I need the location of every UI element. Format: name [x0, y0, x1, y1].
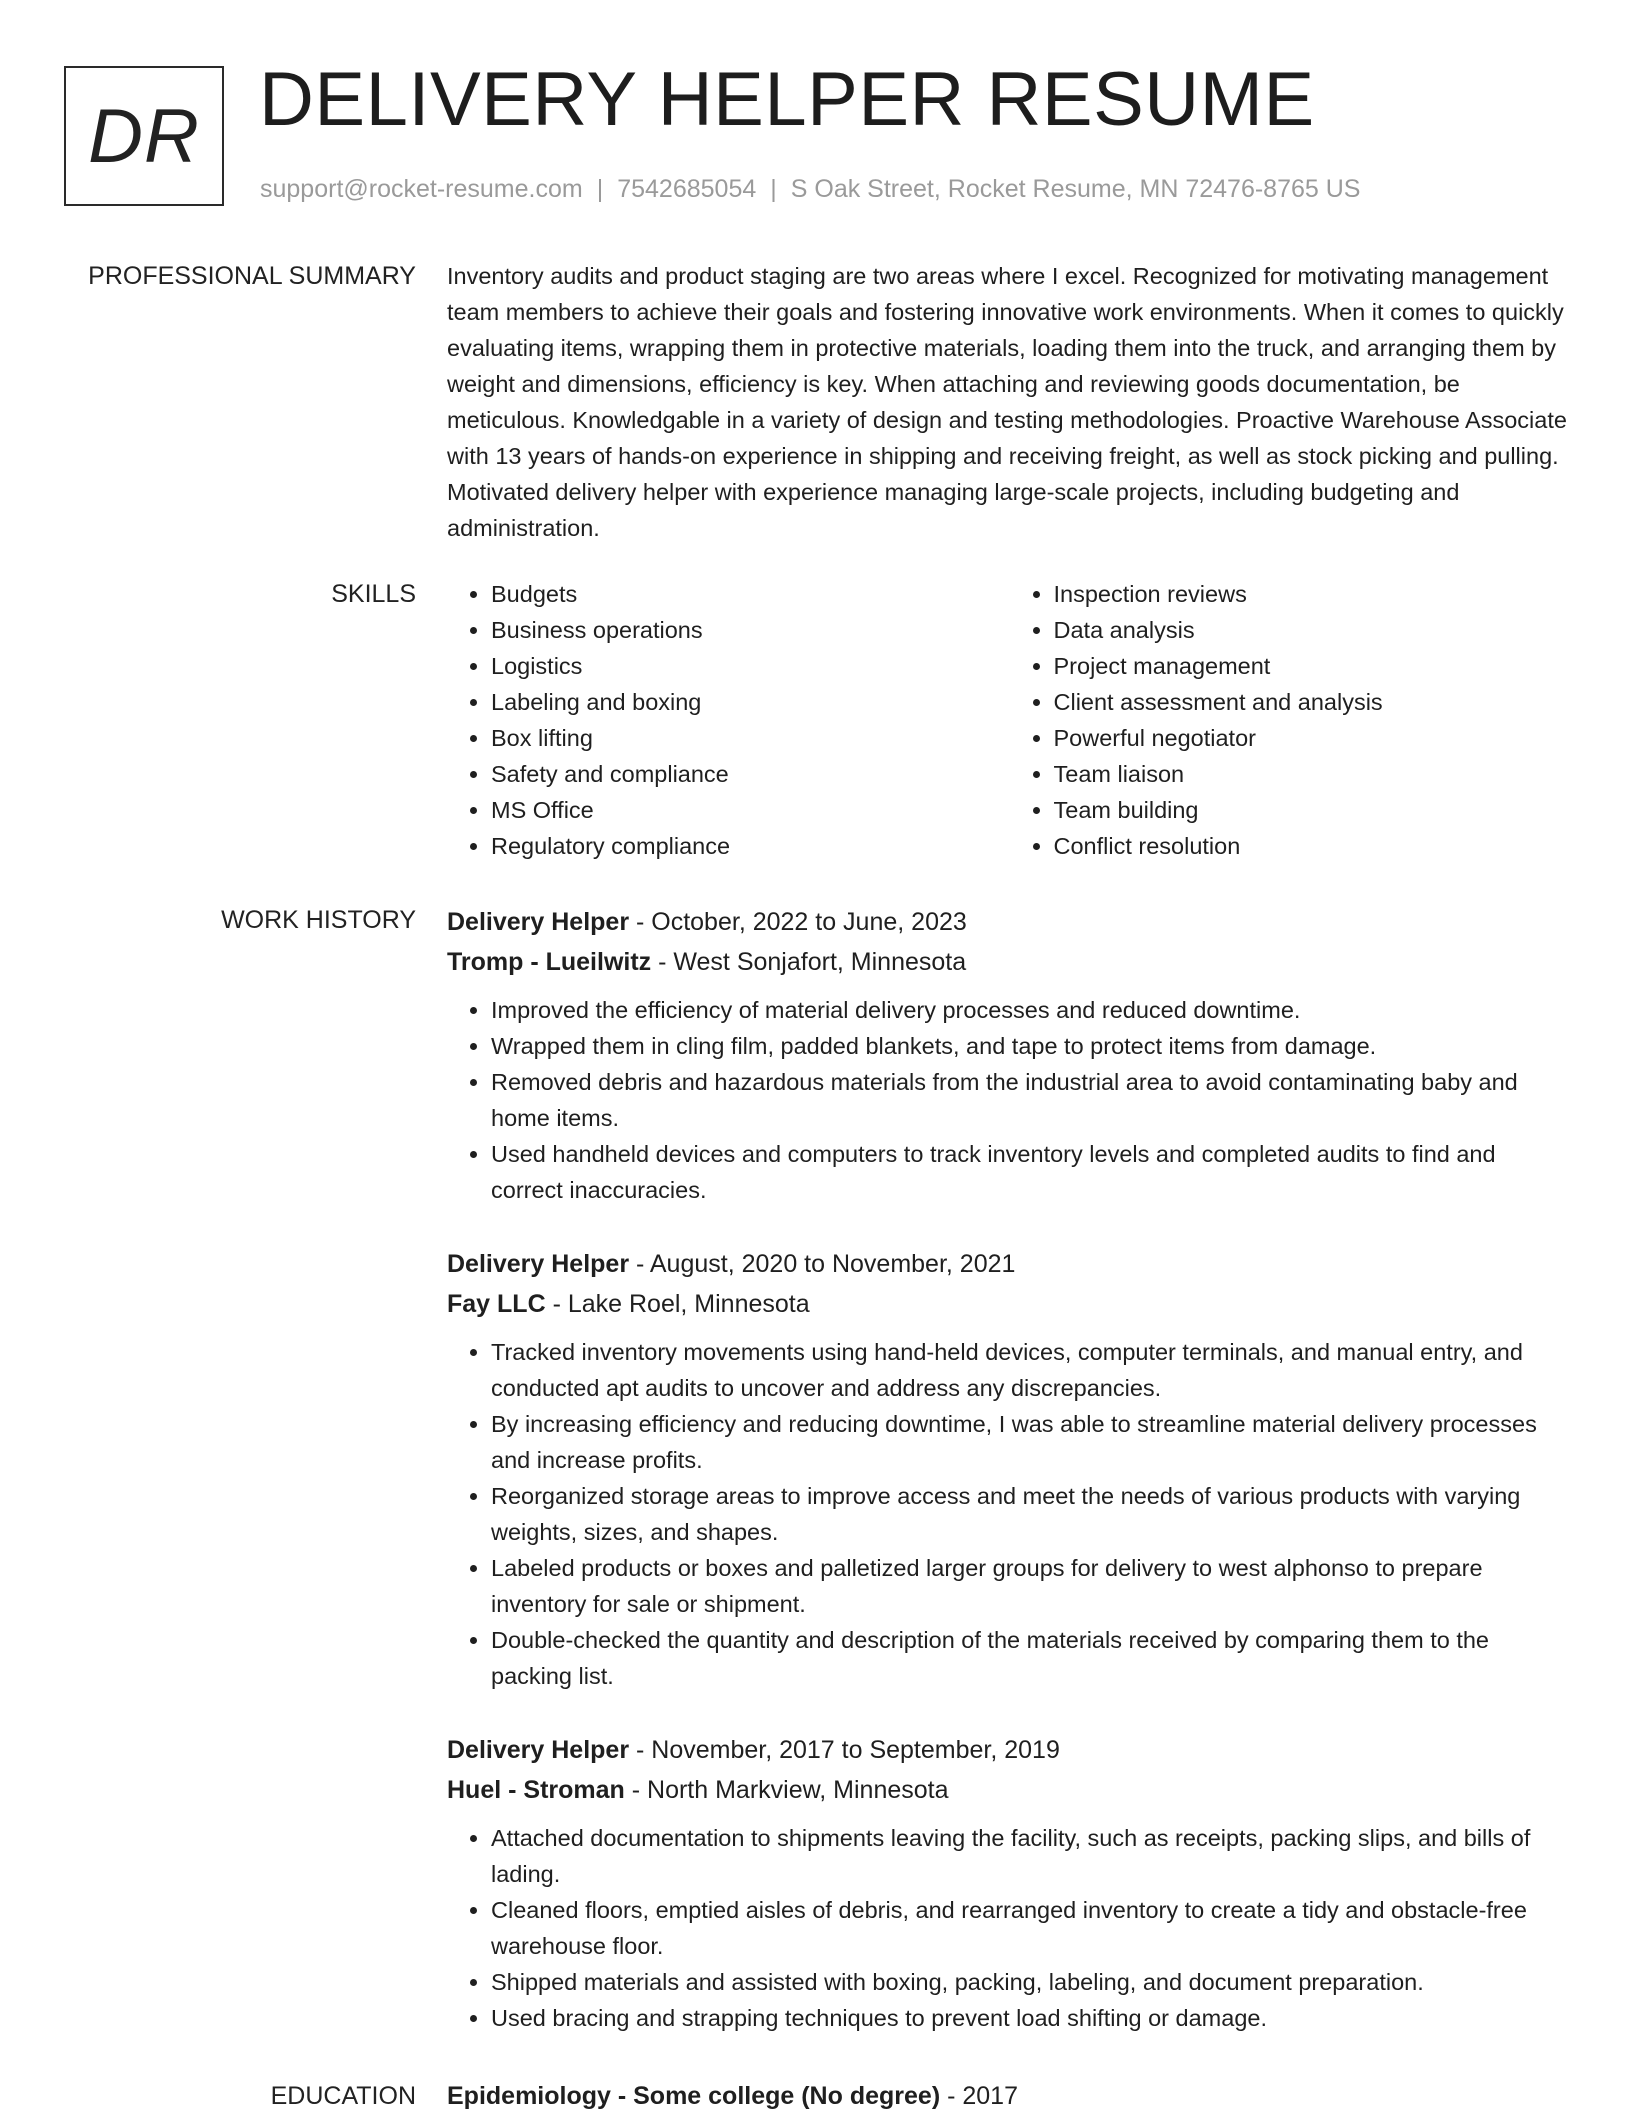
contact-email[interactable]: support@rocket-resume.com — [260, 175, 583, 203]
list-item: • Client assessment and analysis — [1054, 684, 1573, 720]
resume-title: DELIVERY HELPER RESUME — [259, 57, 1315, 142]
job-title: Delivery Helper — [447, 1736, 630, 1764]
skills-list-right — [1010, 576, 1573, 864]
job-entry — [447, 1730, 1572, 2036]
section-label-education: EDUCATION — [270, 2082, 416, 2110]
list-item: • Double-checked the quantity and description of the materials received by comparing them to the packing list. — [491, 1622, 1572, 1694]
list-item: • Improved the efficiency of material delivery processes and reduced downtime. — [491, 992, 1572, 1028]
list-item: • Team building — [1054, 792, 1573, 828]
job-location: - West Sonjafort, Minnesota — [651, 948, 967, 976]
list-item: • MS Office — [491, 792, 1010, 828]
summary-text: Inventory audits and product staging are two areas where I excel. Recognized for motivating management team members to achieve their goals and fostering innovative work environments. When it comes to quickly evaluating items, wrapping them in protective materials, loading them into the truck, and arranging them by weight and dimensions, efficiency is key. When attaching and reviewing goods documentation, be meticulous. Knowledgable in a variety of design and testing methodologies. Proactive Warehouse Associate with 13 years of hands-on experience in shipping and receiving freight, as well as stock picking and pulling. Motivated delivery helper with experience managing large-scale projects, including budgeting and administration. — [447, 263, 1567, 541]
skills-body — [447, 576, 1572, 864]
list-item: • Shipped materials and assisted with boxing, packing, labeling, and document preparation. — [491, 1964, 1572, 2000]
initials-monogram: DR — [64, 66, 224, 206]
job-dates: - October, 2022 to June, 2023 — [629, 908, 967, 936]
job-bullets — [447, 992, 1572, 1208]
contact-address: S Oak Street, Rocket Resume, MN 72476-8765 US — [790, 175, 1361, 203]
job-bullets — [447, 1820, 1572, 2036]
job-title-line — [447, 902, 1572, 942]
list-item: • Safety and compliance — [491, 756, 1010, 792]
job-title: Delivery Helper — [447, 1250, 630, 1278]
job-entry — [447, 902, 1572, 1208]
education-entry — [447, 2078, 1572, 2114]
list-item: • Used handheld devices and computers to track inventory levels and completed audits to find and correct inaccuracies. — [491, 1136, 1572, 1208]
job-location: - North Markview, Minnesota — [624, 1776, 949, 1804]
list-item: • Business operations — [491, 612, 1010, 648]
section-label-summary: PROFESSIONAL SUMMARY — [88, 262, 416, 290]
contact-line — [260, 175, 1360, 204]
list-item: • Data analysis — [1054, 612, 1573, 648]
list-item: • Team liaison — [1054, 756, 1573, 792]
list-item: • Wrapped them in cling film, padded blankets, and tape to protect items from damage. — [491, 1028, 1572, 1064]
skills-list-left — [447, 576, 1010, 864]
job-company-line — [447, 1284, 1572, 1324]
list-item: • Conflict resolution — [1054, 828, 1573, 864]
education-degree: Epidemiology - Some college (No degree) — [447, 2082, 941, 2110]
job-title-line — [447, 1244, 1572, 1284]
list-item: • Removed debris and hazardous materials from the industrial area to avoid contaminating baby and home items. — [491, 1064, 1572, 1136]
job-company: Huel - Stroman — [447, 1776, 625, 1804]
section-label-work: WORK HISTORY — [221, 906, 416, 934]
job-title-line — [447, 1730, 1572, 1770]
job-company: Tromp - Lueilwitz — [447, 948, 652, 976]
work-history-body — [447, 902, 1572, 2036]
section-label-skills: SKILLS — [331, 580, 416, 608]
list-item: • Cleaned floors, emptied aisles of debris, and rearranged inventory to create a tidy and obstacle-free warehouse floor. — [491, 1892, 1572, 1964]
contact-separator: | — [770, 175, 777, 203]
list-item: • Powerful negotiator — [1054, 720, 1573, 756]
list-item: • Budgets — [491, 576, 1010, 612]
list-item: • Reorganized storage areas to improve access and meet the needs of various products with varying weights, sizes, and shapes. — [491, 1478, 1572, 1550]
education-year: - 2017 — [940, 2082, 1018, 2110]
list-item: • Labeled products or boxes and palletized larger groups for delivery to west alphonso to prepare inventory for sale or shipment. — [491, 1550, 1572, 1622]
contact-separator: | — [596, 175, 604, 203]
job-bullets — [447, 1334, 1572, 1694]
job-company-line — [447, 1770, 1572, 1810]
list-item: • Used bracing and strapping techniques to prevent load shifting or damage. — [491, 2000, 1572, 2036]
list-item: • Project management — [1054, 648, 1573, 684]
list-item: • Logistics — [491, 648, 1010, 684]
list-item: • Box lifting — [491, 720, 1010, 756]
job-title: Delivery Helper — [447, 908, 630, 936]
job-location: - Lake Roel, Minnesota — [545, 1290, 810, 1318]
list-item: • Inspection reviews — [1054, 576, 1573, 612]
job-company: Fay LLC — [447, 1290, 546, 1318]
job-dates: - November, 2017 to September, 2019 — [629, 1736, 1060, 1764]
list-item: • Labeling and boxing — [491, 684, 1010, 720]
list-item: • Regulatory compliance — [491, 828, 1010, 864]
job-company-line — [447, 942, 1572, 982]
list-item: • Attached documentation to shipments leaving the facility, such as receipts, packing slips, and bills of lading. — [491, 1820, 1572, 1892]
job-entry — [447, 1244, 1572, 1694]
list-item: • By increasing efficiency and reducing downtime, I was able to streamline material delivery processes and increase profits. — [491, 1406, 1572, 1478]
list-item: • Tracked inventory movements using hand-held devices, computer terminals, and manual entry, and conducted apt audits to uncover and address any discrepancies. — [491, 1334, 1572, 1406]
contact-phone[interactable]: 7542685054 — [617, 175, 757, 203]
job-dates: - August, 2020 to November, 2021 — [629, 1250, 1016, 1278]
